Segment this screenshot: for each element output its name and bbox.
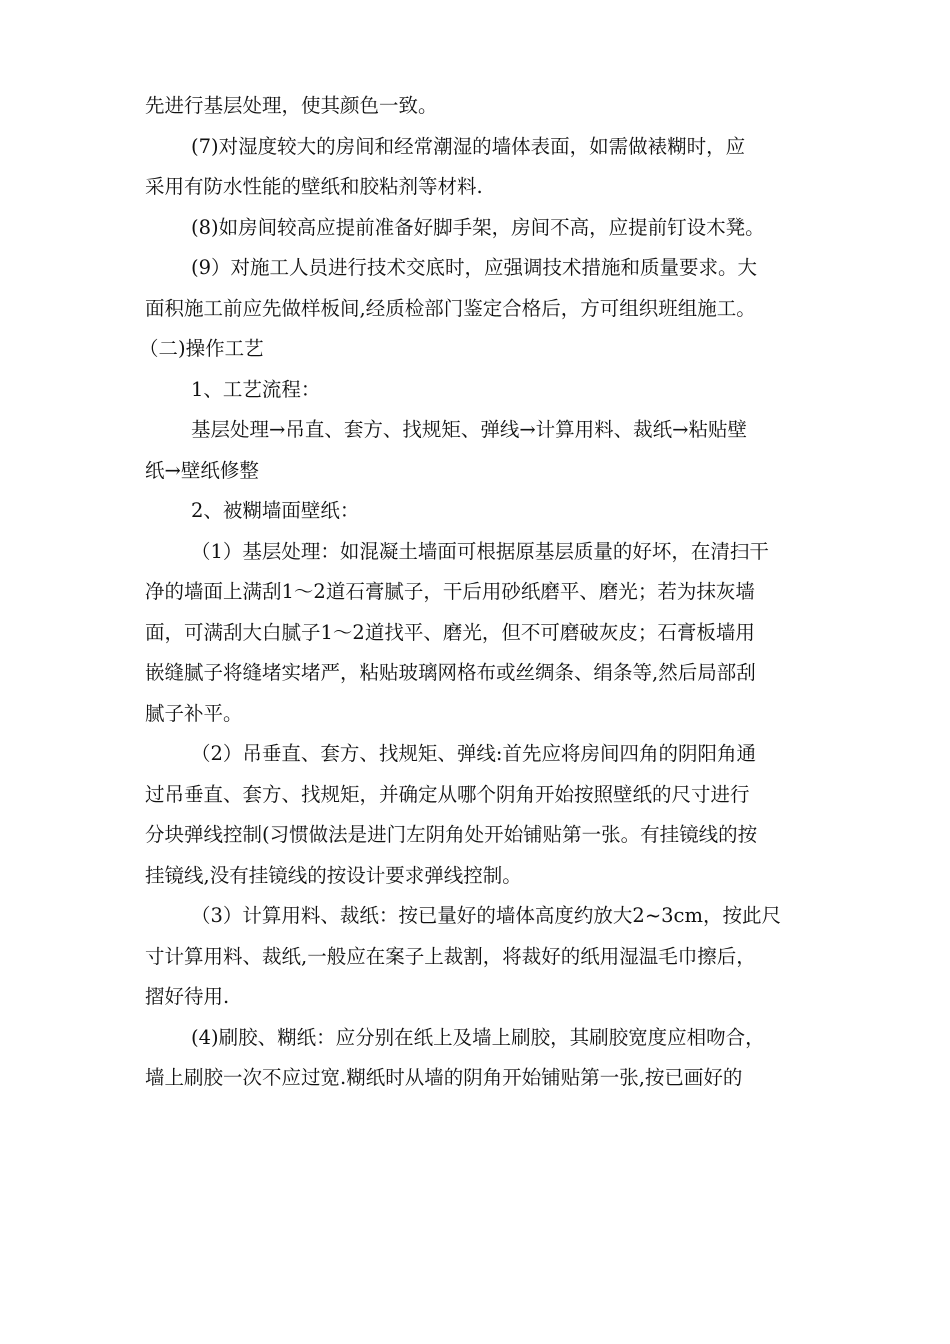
- text-line: 采用有防水性能的壁纸和胶粘剂等材料.: [145, 175, 483, 198]
- text-line: 墙上刷胶一次不应过宽.糊纸时从墙的阴角开始铺贴第一张,按已画好的: [145, 1066, 743, 1089]
- body-text: [139, 86, 845, 1099]
- text-line: 2、被糊墙面壁纸：: [191, 499, 360, 522]
- text-line: 纸→壁纸修整: [145, 458, 259, 482]
- text-line: 先进行基层处理，使其颜色一致。: [145, 94, 438, 117]
- text-line: （2）吊垂直、套方、找规矩、弹线:首先应将房间四角的阴阳角通: [191, 742, 756, 765]
- text-line: 面积施工前应先做样板间,经质检部门鉴定合格后，方可组织班组施工。: [145, 296, 756, 320]
- text-line: 腻子补平。: [145, 701, 243, 725]
- text-line: 摺好待用.: [145, 985, 230, 1008]
- text-line: (4)刷胶、糊纸：应分别在纸上及墙上刷胶，其刷胶宽度应相吻合，: [191, 1025, 765, 1049]
- text-line: 挂镜线,没有挂镜线的按设计要求弹线控制。: [145, 863, 522, 887]
- text-line: （3）计算用料、裁纸：按已量好的墙体高度约放大2~3cm，按此尺: [191, 904, 781, 927]
- text-line: （1）基层处理：如混凝土墙面可根据原基层质量的好坏，在清扫干: [191, 539, 769, 563]
- text-line: 寸计算用料、裁纸,一般应在案子上裁割，将裁好的纸用湿温毛巾擦后，: [145, 944, 756, 968]
- text-line: 面，可满刮大白腻子1～2道找平、磨光，但不可磨破灰皮；石膏板墙用: [145, 620, 755, 644]
- text-line: 1、工艺流程：: [191, 377, 321, 401]
- text-line: (8)如房间较高应提前准备好脚手架，房间不高，应提前钉设木凳。: [191, 215, 765, 239]
- text-line: (7)对湿度较大的房间和经常潮湿的墙体表面，如需做裱糊时，应: [191, 134, 746, 158]
- text-line: 分块弹线控制(习惯做法是进门左阴角处开始铺贴第一张。有挂镜线的按: [145, 823, 758, 846]
- text-line: 净的墙面上满刮1～2道石膏腻子，干后用砂纸磨平、磨光；若为抹灰墙: [145, 580, 755, 603]
- text-line: 过吊垂直、套方、找规矩，并确定从哪个阴角开始按照壁纸的尺寸进行: [145, 782, 750, 806]
- text-line: 嵌缝腻子将缝堵实堵严，粘贴玻璃网格布或丝绸条、绢条等,然后局部刮: [145, 661, 756, 684]
- section-heading: （二)操作工艺: [139, 337, 264, 360]
- text-line: (9）对施工人员进行技术交底时，应强调技术措施和质量要求。大: [191, 256, 758, 279]
- text-line: 基层处理→吊直、套方、找规矩、弹线→计算用料、裁纸→粘贴壁: [191, 418, 748, 441]
